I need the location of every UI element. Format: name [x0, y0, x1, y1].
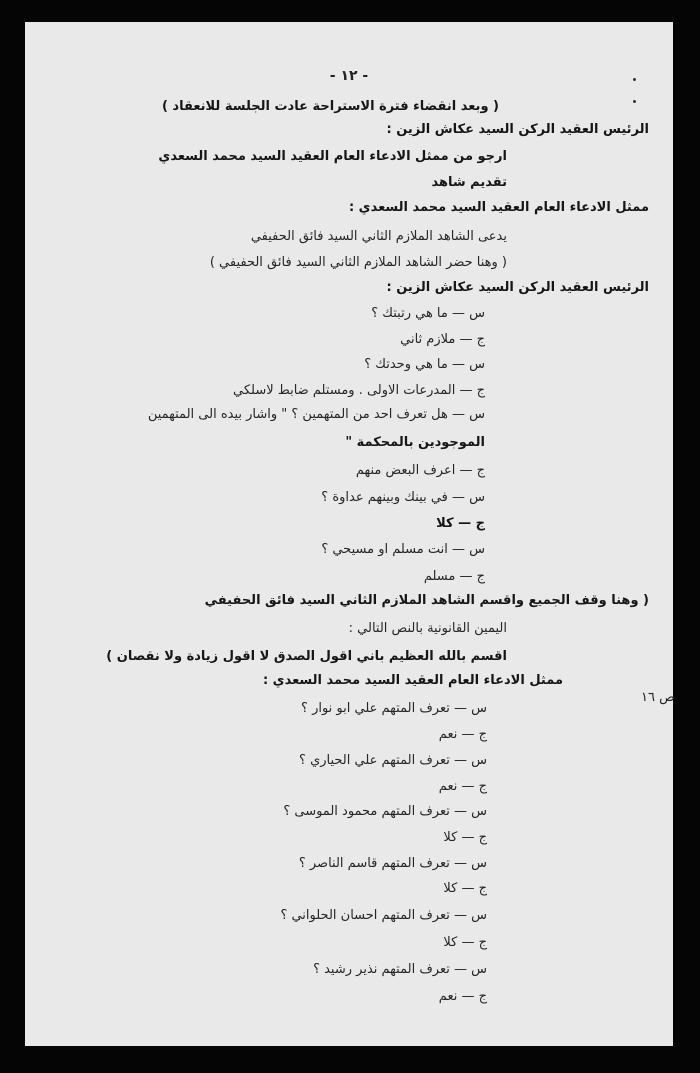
transcript-line: ارجو من ممثل الادعاء العام العقيد السيد محمد السعدي — [158, 149, 507, 164]
transcript-line: س — تعرف المتهم احسان الحلواني ؟ — [280, 908, 487, 923]
transcript-line: ج — نعم — [438, 779, 487, 794]
transcript-line: س — هل تعرف احد من المتهمين ؟ " واشار بيده الى المتهمين — [147, 407, 485, 422]
transcript-line: ج — مسلم — [423, 569, 485, 584]
punch-mark — [633, 78, 636, 81]
transcript-line: اقسم بالله العظيم باني اقول الصدق لا اقول زيادة ولا نقصان ) — [106, 649, 507, 664]
transcript-line: ( وهنا وقف الجميع واقسم الشاهد الملازم الثاني السيد فائق الحفيفي — [204, 593, 649, 608]
transcript-line: ج — ملازم ثاني — [400, 332, 485, 347]
transcript-line: ممثل الادعاء العام العقيد السيد محمد السعدي : — [262, 673, 563, 688]
transcript-line: الرئيس العقيد الركن السيد عكاش الزين : — [386, 122, 649, 137]
transcript-line: ج — كلا — [436, 516, 485, 531]
transcript-line: س — تعرف المتهم علي ابو نوار ؟ — [301, 701, 487, 716]
transcript-line: س — في بينك وبينهم عداوة ؟ — [321, 490, 485, 505]
transcript-line: الموجودين بالمحكمة " — [345, 435, 485, 450]
transcript-line: ج — كلا — [443, 830, 487, 845]
transcript-line: الرئيس العقيد الركن السيد عكاش الزين : — [386, 280, 649, 295]
transcript-line: ج — اعرف البعض منهم — [355, 463, 485, 478]
transcript-line: س — تعرف المتهم قاسم الناصر ؟ — [298, 856, 487, 871]
transcript-line: ( وبعد انقضاء فترة الاستراحة عادت الجلسة للانعقاد ) — [161, 99, 499, 114]
transcript-line: س — ما هي وحدتك ؟ — [364, 357, 485, 372]
transcript-line: س — تعرف المتهم محمود الموسى ؟ — [283, 804, 487, 819]
transcript-line: س — انت مسلم او مسيحي ؟ — [321, 542, 485, 557]
punch-mark — [633, 100, 636, 103]
transcript-line: س — تعرف المتهم نذير رشيد ؟ — [313, 962, 487, 977]
transcript-line: س — تعرف المتهم علي الحياري ؟ — [299, 753, 487, 768]
page-number: - ١٢ - — [329, 68, 369, 84]
transcript-line: ج — المدرعات الاولى . ومستلم ضابط لاسلكي — [233, 383, 485, 398]
transcript-line: تقديم شاهد — [431, 175, 507, 190]
transcript-line: ممثل الادعاء العام العقيد السيد محمد السعدي : — [348, 200, 649, 215]
transcript-line: ج — نعم — [438, 727, 487, 742]
transcript-line: يدعى الشاهد الملازم الثاني السيد فائق الحفيفي — [250, 229, 507, 244]
transcript-line: ج — كلا — [443, 881, 487, 896]
transcript-line: ( وهنا حضر الشاهد الملازم الثاني السيد فائق الحفيفي ) — [209, 255, 507, 270]
transcript-line: ج — نعم — [438, 989, 487, 1004]
margin-page-reference: ص ١٦ — [641, 690, 675, 705]
document-page — [25, 22, 673, 1046]
transcript-line: ج — كلا — [443, 935, 487, 950]
transcript-line: اليمين القانونية بالنص التالي : — [348, 621, 507, 636]
transcript-line: س — ما هي رتبتك ؟ — [371, 306, 485, 321]
